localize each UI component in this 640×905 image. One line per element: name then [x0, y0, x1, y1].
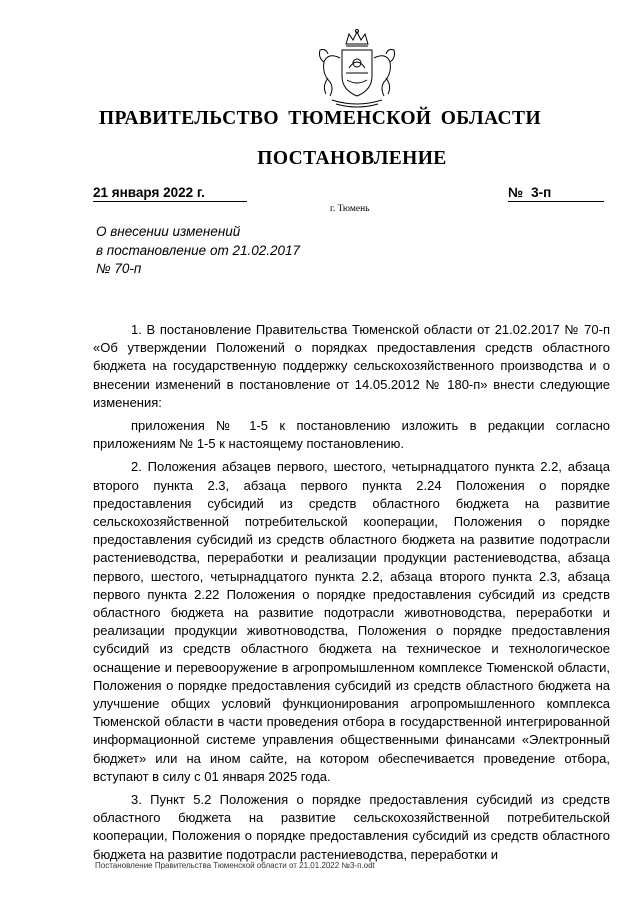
document-type-title: ПОСТАНОВЛЕНИЕ	[257, 148, 447, 169]
number-sign: №	[508, 185, 524, 200]
document-date: 21 января 2022 г.	[93, 185, 247, 202]
body-paragraph: 1. В постановление Правительства Тюменской области от 21.02.2017 № 70-п «Об утверждении Положений о порядках предоставления средств областного бюджета на государственную поддержку сельскохозяйственного производства и о внесении изменений в постановление от 14.05.2012 № 180-п» внести следующие изменения:	[93, 322, 610, 410]
document-subject	[96, 223, 336, 279]
document-city: г. Тюмень	[330, 204, 370, 214]
body-paragraph: 2. Положения абзацев первого, шестого, четырнадцатого пункта 2.2, абзаца второго пункта 2.3, абзаца первого пункта 2.24 Положения о порядке предоставления субсидий из средств областного бюджета на развитие сельскохозяйственной потребительской кооперации, Положения о порядке предоставления субсидий из средств областного бюджета на развитие подотрасли растениеводства, переработки и реализации продукции растениеводства, абзаца первого, шестого, четырнадцатого пункта 2.2, абзаца второго пункта 2.3, абзаца первого пункта 2.22 Положения о порядке предоставления субсидий из средств областного бюджета на развитие подотрасли животноводства, переработки и реализации продукции животноводства, Положения о порядке предоставления субсидий из средств областного бюджета на техническое и технологическое оснащение и перевооружение в агропромышленном комплексе Тюменской области, Положения о порядке предоставления субсидий из средств областного бюджета на улучшение общих условий функционирования агропромышленного комплекса Тюменской области в части проведения отбора в государственной интегрированной информационной системе управления общественными финансами «Электронный бюджет» или на ином сайте, на котором обеспечивается проведение отбора, вступают в силу с 01 января 2025 года.	[93, 459, 610, 784]
footer-filename: Постановление Правительства Тюменской области от 21.01.2022 №3-п.odt	[95, 861, 375, 870]
organization-title: ПРАВИТЕЛЬСТВО ТЮМЕНСКОЙ ОБЛАСТИ	[98, 108, 542, 129]
document-number	[508, 185, 604, 202]
subject-line: в постановление от 21.02.2017	[96, 242, 301, 258]
body-paragraph: приложения № 1-5 к постановлению изложить в редакции согласно приложениям № 1-5 к настоящему постановлению.	[93, 418, 610, 452]
subject-line: № 70-п	[96, 261, 142, 276]
document-body	[93, 321, 610, 869]
subject-line: О внесении изменений	[96, 224, 241, 239]
number-value: 3-п	[531, 185, 552, 200]
coat-of-arms-icon	[314, 28, 400, 110]
body-paragraph: 3. Пункт 5.2 Положения о порядке предоставления субсидий из средств областного бюджета на развитие сельскохозяйственной потребительской кооперации, Положения о порядке предоставления субсидий из средств областного бюджета на развитие подотрасли растениеводства, переработки и	[93, 792, 610, 862]
